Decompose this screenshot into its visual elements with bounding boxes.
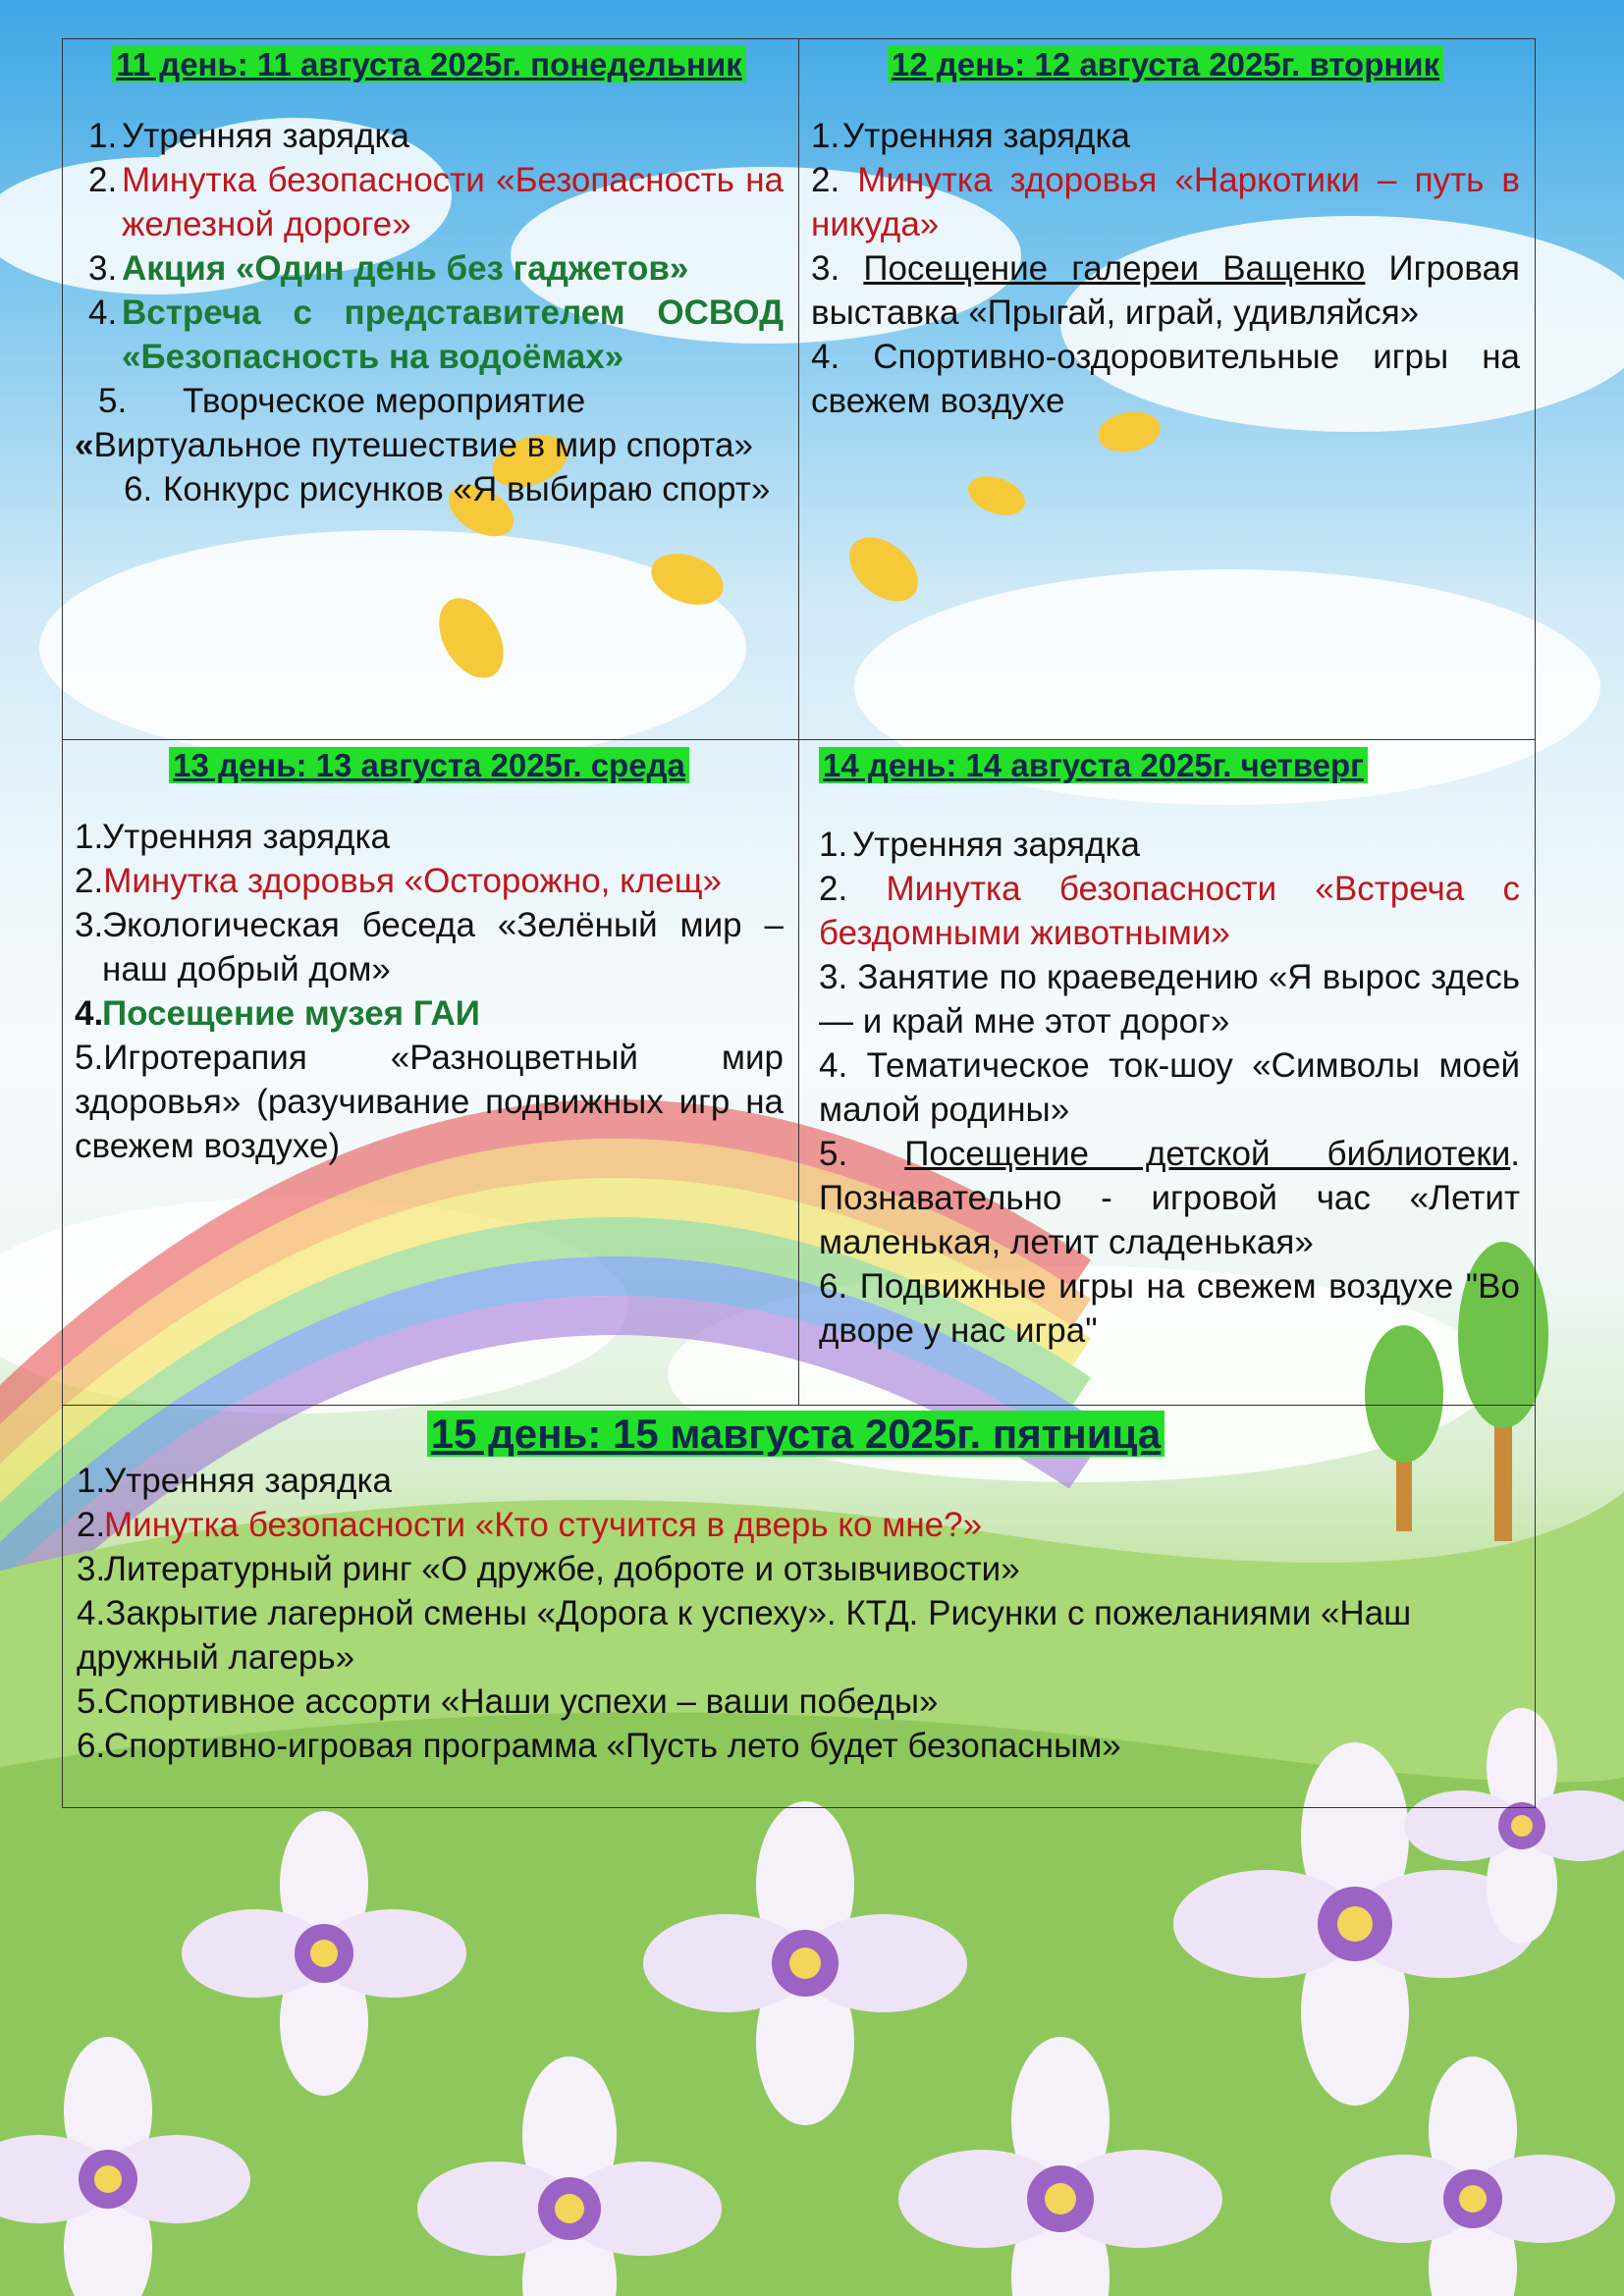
list-item: « Виртуальное путешествие в мир спорта» <box>75 426 753 464</box>
list-item: 4. Посещение музея ГАИ <box>75 994 480 1033</box>
list-item: 2.Минутка здоровья «Осторожно, клещ» <box>75 862 722 900</box>
list-item: 3. Литературный ринг «О дружбе, доброте и отзывчивости» <box>77 1550 1020 1588</box>
list-item: 2. Минутка безопасности «Встреча с бездомными животными» <box>819 870 1520 952</box>
list-item: 1. Утренняя зарядка <box>811 117 1130 155</box>
list-item: 1. Утренняя зарядка <box>77 1462 392 1500</box>
list-item: 4.Закрытие лагерной смены «Дорога к успеху». КТД. Рисунки с пожеланиями «Наш дружный лагерь» <box>77 1594 1412 1677</box>
list-item: 5. Творческое мероприятие <box>98 382 586 420</box>
list-item: 5. Спортивное ассорти «Наши успехи – ваши победы» <box>77 1682 939 1721</box>
list-item: 3. Занятие по краеведению «Я вырос здесь — и край мне этот дорог» <box>819 958 1520 1041</box>
list-item: 6. Спортивно-игровая программа «Пусть лето будет безопасным» <box>77 1727 1121 1765</box>
day-13-list <box>75 815 784 1168</box>
day-11-heading: 11 день: 11 августа 2025г. понедельник <box>75 45 784 84</box>
list-item: 2. Минутка безопасности «Кто стучится в дверь ко мне?» <box>77 1506 983 1544</box>
day-12-cell <box>799 39 1536 740</box>
list-item: 6. Конкурс рисунков «Я выбираю спорт» <box>124 470 771 508</box>
day-11-cell <box>63 39 799 740</box>
list-item: 3. Акция «Один день без гаджетов» <box>88 249 689 288</box>
day-14-cell <box>799 740 1536 1406</box>
list-item: 1. Утренняя зарядка <box>75 818 390 856</box>
day-12-list <box>811 114 1520 423</box>
list-item: 6. Подвижные игры на свежем воздухе "Во дворе у нас игра" <box>819 1267 1520 1350</box>
library-link[interactable]: Посещение детской библиотеки <box>904 1135 1511 1173</box>
day-13-cell <box>63 740 799 1406</box>
day-15-cell <box>63 1406 1536 1808</box>
day-14-heading: 14 день: 14 августа 2025г. четверг <box>819 746 1520 785</box>
list-item: 3. Посещение галереи Ващенко Игровая выставка «Прыгай, играй, удивляйся» <box>811 249 1520 332</box>
list-item: 5.Игротерапия «Разноцветный мир здоровья» (разучивание подвижных игр на свежем воздухе) <box>75 1039 784 1165</box>
day-11-list <box>75 114 784 511</box>
list-item: 2. Минутка безопасности «Безопасность на железной дороге» <box>88 161 784 243</box>
list-item: 1. Утренняя зарядка <box>88 117 409 155</box>
list-item: 3. Экологическая беседа «Зелёный мир – наш добрый дом» <box>75 906 784 988</box>
day-14-list <box>819 823 1520 1353</box>
gallery-link[interactable]: Посещение галереи Ващенко <box>863 249 1366 288</box>
list-item: 4. Спортивно-оздоровительные игры на свежем воздухе <box>811 338 1520 420</box>
schedule-table <box>62 38 1536 1808</box>
list-item: 4. Тематическое ток-шоу «Символы моей малой родины» <box>819 1046 1520 1129</box>
day-15-heading: 15 день: 15 мавгуста 2025г. пятница <box>77 1410 1515 1459</box>
day-13-heading: 13 день: 13 августа 2025г. среда <box>75 746 784 785</box>
list-item: 1. Утренняя зарядка <box>819 826 1140 864</box>
day-15-list <box>77 1459 1515 1768</box>
list-item: 2. Минутка здоровья «Наркотики – путь в никуда» <box>811 161 1520 243</box>
list-item: 4. Встреча с представителем ОСВОД «Безопасность на водоёмах» <box>88 294 784 376</box>
day-12-heading: 12 день: 12 августа 2025г. вторник <box>811 45 1520 84</box>
list-item: 5. Посещение детской библиотеки. Познавательно - игровой час «Летит маленькая, летит сладенькая» <box>819 1135 1520 1261</box>
